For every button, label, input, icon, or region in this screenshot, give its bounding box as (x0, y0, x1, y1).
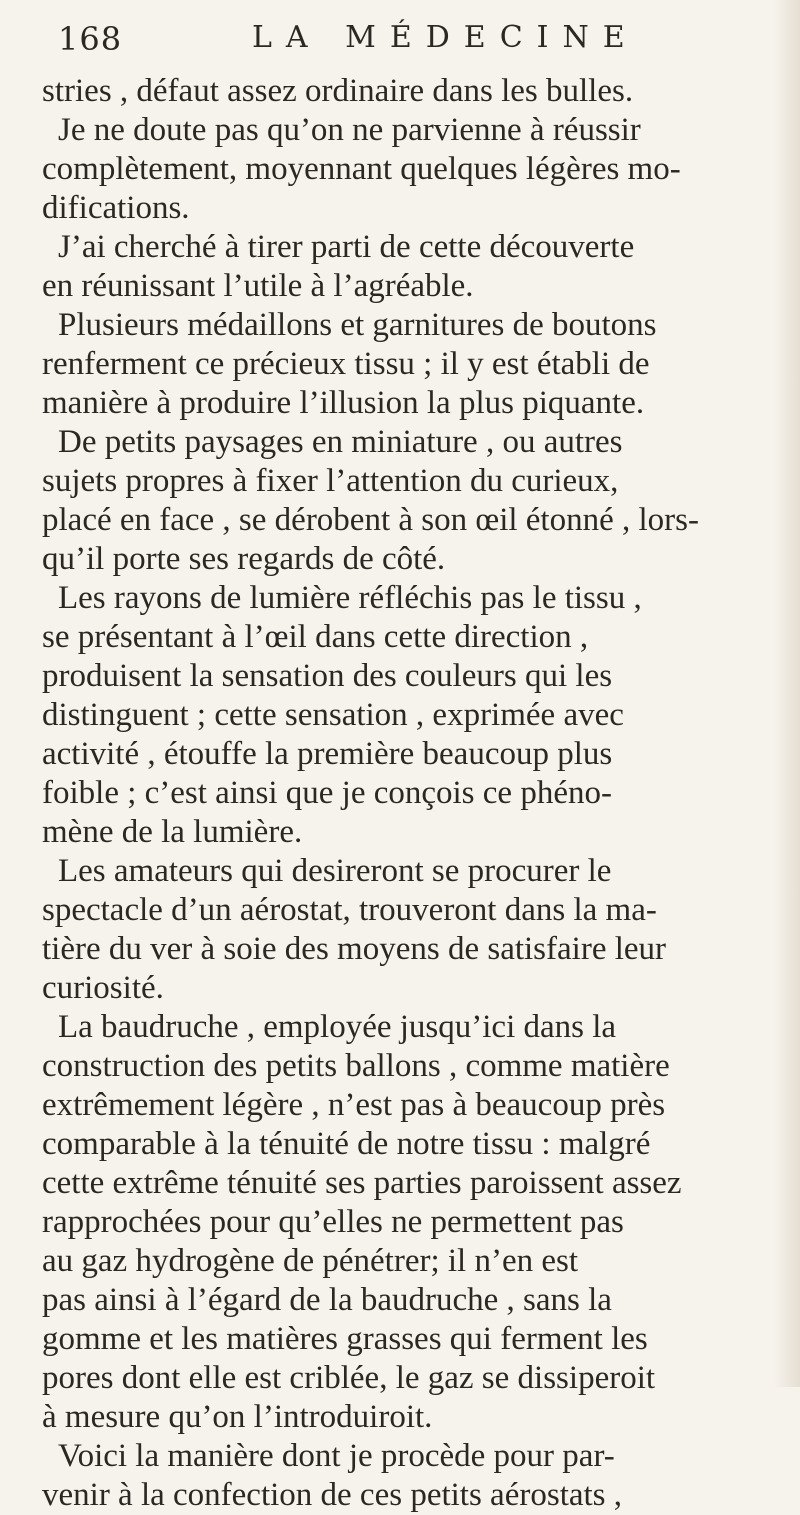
text-line: Les amateurs qui desireront se procurer le (58, 853, 612, 889)
text-line: placé en face , se dérobent à son œil étonné , lors- (42, 502, 699, 538)
paragraph (42, 1437, 770, 1515)
text-line: stries , défaut assez ordinaire dans les bulles. (42, 73, 634, 109)
paragraph (42, 228, 770, 306)
text-line: construction des petits ballons , comme matière (42, 1048, 670, 1084)
page-header (42, 10, 770, 72)
text-line: mène de la lumière. (42, 814, 303, 850)
text-line: au gaz hydrogène de pénétrer; il n’en est (42, 1243, 579, 1279)
text-line: se présentant à l’œil dans cette direction , (42, 619, 589, 655)
text-line: distinguent ; cette sensation , exprimée avec (42, 697, 624, 733)
paragraph (42, 852, 770, 1008)
text-line: La baudruche , employée jusqu’ici dans la (58, 1009, 617, 1045)
paragraph (42, 1008, 770, 1437)
text-line: tière du ver à soie des moyens de satisfaire leur (42, 931, 667, 967)
text-line: activité , étouffe la première beaucoup plus (42, 736, 613, 772)
text-line: extrêmement légère , n’est pas à beaucoup près (42, 1087, 666, 1123)
body-text (42, 72, 770, 1515)
paragraph (42, 306, 770, 579)
text-line: en réunissant l’utile à l’agréable. (42, 268, 474, 304)
page-number: 168 (58, 20, 123, 58)
text-line: renferment ce précieux tissu ; il y est établi de (42, 346, 650, 382)
text-line: pas ainsi à l’égard de la baudruche , sans la (42, 1282, 612, 1318)
text-line: Je ne doute pas qu’on ne parvienne à réussir (58, 112, 641, 148)
text-line: Voici la manière dont je procède pour par- (58, 1438, 615, 1474)
text-line: complètement, moyennant quelques légères mo- (42, 151, 681, 187)
text-line: rapprochées pour qu’elles ne permettent pas (42, 1204, 624, 1240)
page-edge-shadow (774, 0, 800, 1387)
text-line: Plusieurs médaillons et garnitures de boutons (58, 307, 657, 343)
text-line: qu’il porte ses regards de côté. (42, 541, 446, 577)
text-line: De petits paysages en miniature , ou autres (58, 424, 623, 460)
running-head: LA MÉDECINE (252, 20, 639, 55)
text-line: spectacle d’un aérostat, trouveront dans la ma- (42, 892, 657, 928)
text-line: J’ai cherché à tirer parti de cette découverte (58, 229, 635, 265)
text-line: comparable à la ténuité de notre tissu : malgré (42, 1126, 651, 1162)
text-line: venir à la confection de ces petits aérostats , (42, 1477, 623, 1513)
text-line: produisent la sensation des couleurs qui les (42, 658, 613, 694)
text-line: manière à produire l’illusion la plus piquante. (42, 385, 645, 421)
text-line: Les rayons de lumière réfléchis pas le tissu , (58, 580, 642, 616)
text-line: pores dont elle est criblée, le gaz se dissiperoit (42, 1360, 656, 1396)
text-line: foible ; c’est ainsi que je conçois ce phéno- (42, 775, 612, 811)
text-line: sujets propres à fixer l’attention du curieux, (42, 463, 619, 499)
text-line: difications. (42, 190, 190, 226)
paragraph (42, 72, 770, 228)
text-line: gomme et les matières grasses qui ferment les (42, 1321, 648, 1357)
text-line: curiosité. (42, 970, 164, 1006)
text-line: à mesure qu’on l’introduiroit. (42, 1399, 433, 1435)
text-line: cette extrême ténuité ses parties paroissent assez (42, 1165, 682, 1201)
paragraph (42, 579, 770, 852)
